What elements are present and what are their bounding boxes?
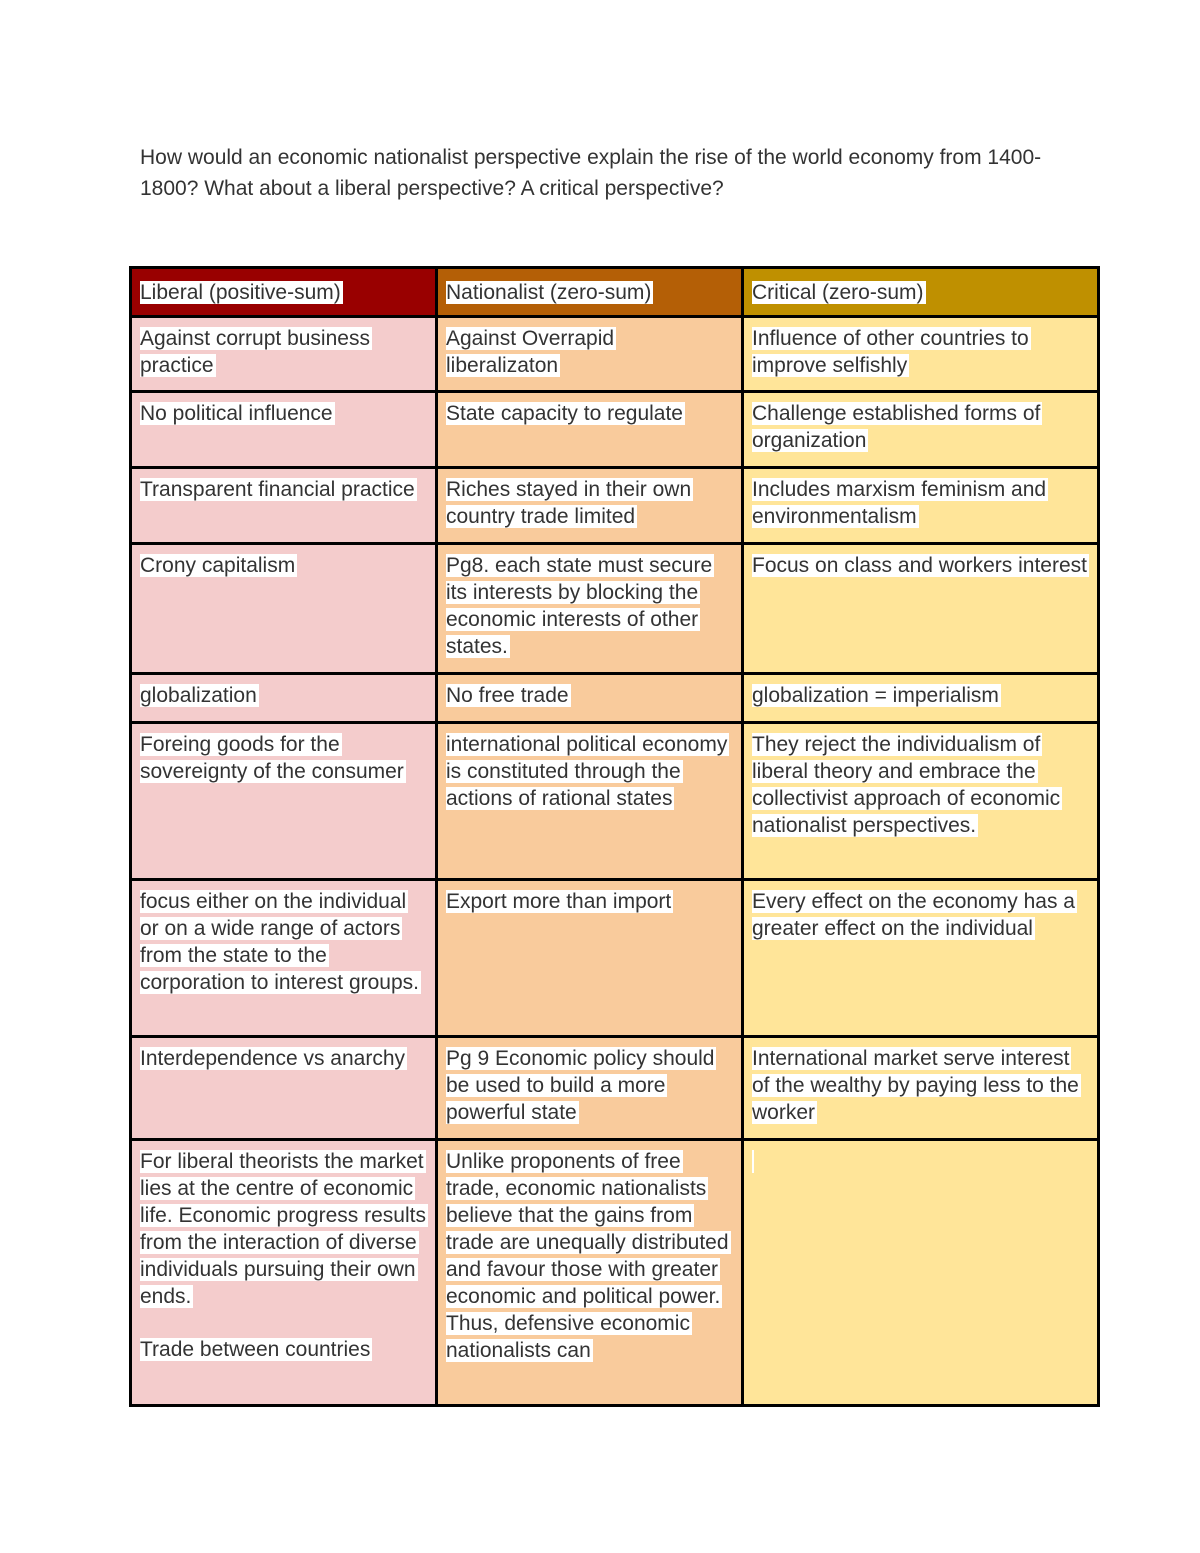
- table-row: [131, 1140, 1099, 1406]
- header-liberal: Liberal (positive-sum): [131, 268, 437, 317]
- table-row: [131, 392, 1099, 468]
- perspectives-table: [129, 266, 1100, 1407]
- header-nationalist: Nationalist (zero-sum): [437, 268, 743, 317]
- cell-nationalist: international political economy is constituted through the actions of rational states: [437, 723, 743, 880]
- table-row: [131, 723, 1099, 880]
- cell-critical: Includes marxism feminism and environmentalism: [743, 468, 1099, 544]
- table-row: [131, 880, 1099, 1037]
- cell-liberal: For liberal theorists the market lies at the centre of economic life. Economic progress results from the interaction of diverse individuals pursuing their own ends. Trade between countries: [131, 1140, 437, 1406]
- cell-liberal: Interdependence vs anarchy: [131, 1037, 437, 1140]
- cell-critical: They reject the individualism of liberal theory and embrace the collectivist approach of economic nationalist perspectives.: [743, 723, 1099, 880]
- cell-nationalist: Export more than import: [437, 880, 743, 1037]
- cell-liberal: Crony capitalism: [131, 544, 437, 674]
- cell-nationalist: Pg8. each state must secure its interests by blocking the economic interests of other states.: [437, 544, 743, 674]
- table-row: [131, 544, 1099, 674]
- cell-nationalist: State capacity to regulate: [437, 392, 743, 468]
- cell-liberal-continued: Trade between countries: [140, 1338, 371, 1361]
- cell-nationalist: Riches stayed in their own country trade limited: [437, 468, 743, 544]
- cell-nationalist: Pg 9 Economic policy should be used to build a more powerful state: [437, 1037, 743, 1140]
- cell-liberal: globalization: [131, 674, 437, 723]
- cell-critical: [743, 1140, 1099, 1406]
- header-critical: Critical (zero-sum): [743, 268, 1099, 317]
- cell-liberal: Foreing goods for the sovereignty of the consumer: [131, 723, 437, 880]
- cell-liberal: No political influence: [131, 392, 437, 468]
- cell-nationalist: Unlike proponents of free trade, economic nationalists believe that the gains from trade are unequally distributed and favour those with greater economic and political power. Thus, defensive economic nationalists can: [437, 1140, 743, 1406]
- table-row: [131, 468, 1099, 544]
- cell-nationalist: Against Overrapid liberalizaton: [437, 317, 743, 392]
- cell-critical: International market serve interest of the wealthy by paying less to the worker: [743, 1037, 1099, 1140]
- cell-critical: Focus on class and workers interest: [743, 544, 1099, 674]
- cell-nationalist: No free trade: [437, 674, 743, 723]
- cell-critical: Every effect on the economy has a greater effect on the individual: [743, 880, 1099, 1037]
- cell-liberal: Transparent financial practice: [131, 468, 437, 544]
- table-header-row: [131, 268, 1099, 317]
- table-row: [131, 1037, 1099, 1140]
- table-row: [131, 317, 1099, 392]
- cell-critical: Challenge established forms of organization: [743, 392, 1099, 468]
- cell-critical: Influence of other countries to improve selfishly: [743, 317, 1099, 392]
- table-row: [131, 674, 1099, 723]
- cell-liberal: focus either on the individual or on a wide range of actors from the state to the corporation to interest groups.: [131, 880, 437, 1037]
- cell-critical: globalization = imperialism: [743, 674, 1099, 723]
- question-text: How would an economic nationalist perspective explain the rise of the world economy from 1400-1800? What about a liberal perspective? A critical perspective?: [140, 146, 1042, 200]
- cell-liberal: Against corrupt business practice: [131, 317, 437, 392]
